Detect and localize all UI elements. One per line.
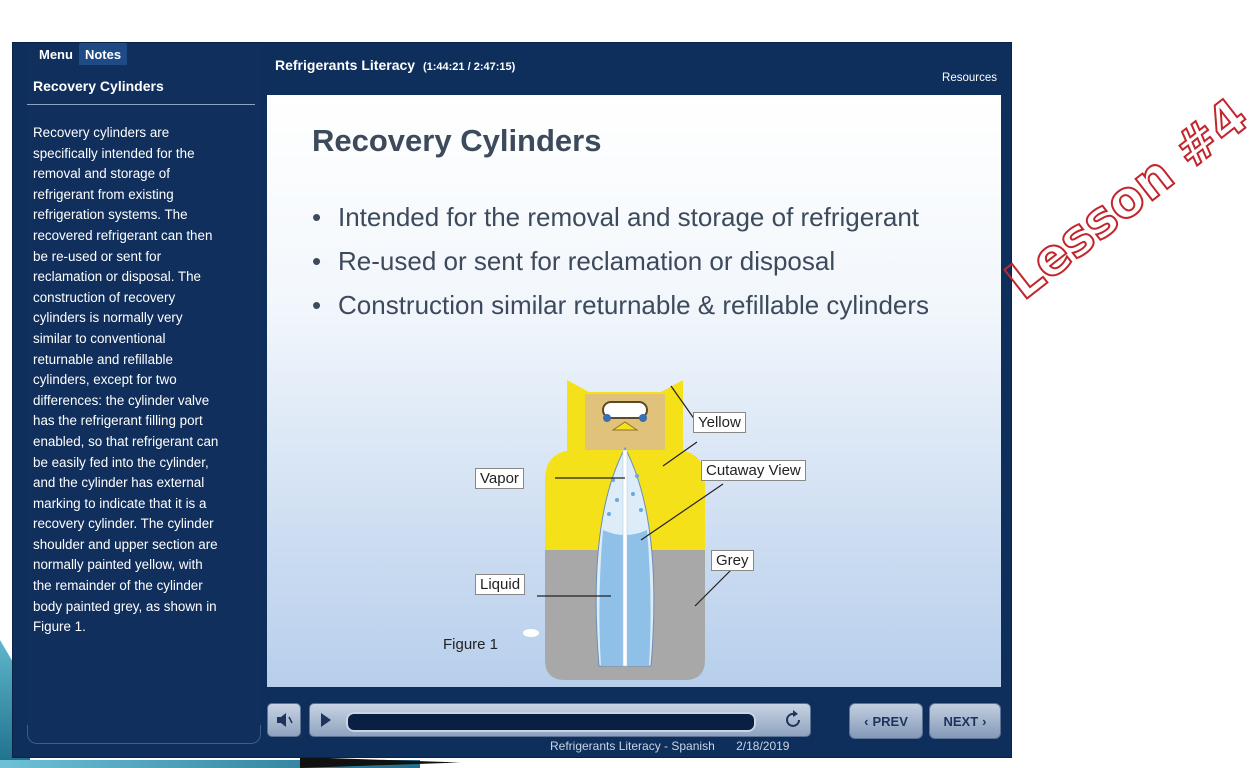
player-window: [12, 42, 1259, 758]
course-title: [275, 57, 515, 73]
footer-course: Refrigerants Literacy - Spanish: [550, 739, 715, 753]
notes-text: Recovery cylinders are specifically intended for the removal and storage of refrigerant from existing refrigeration systems. The recovered refrigerant can then be re-used or sent for reclamation or disposal. The construction of recovery cylinders is normally very similar to conventional returnable and refillable cylinders, except for two differences: the cylinder valve has the refrigerant filling port enabled, so that refrigerant can be easily fed into the cylinder, and the cylinder has external marking to indicate that it is a recovery cylinder. The cylinder shoulder and upper section are normally painted yellow, with the remainder of the cylinder body painted grey, as shown in Figure 1.: [33, 125, 219, 635]
mute-button[interactable]: [267, 703, 301, 737]
replay-icon[interactable]: [780, 704, 808, 736]
tab-notes[interactable]: Notes: [79, 43, 127, 65]
sidebar-tabs: [33, 43, 127, 65]
player-controls: [267, 703, 1001, 741]
label-vapor: Vapor: [475, 468, 524, 489]
lesson-stamp: Lesson #4: [995, 86, 1259, 311]
course-title-text: Refrigerants Literacy: [275, 57, 416, 73]
prev-label: PREV: [872, 713, 908, 729]
prev-button[interactable]: [849, 703, 923, 739]
slide-title: Recovery Cylinders: [312, 123, 602, 158]
bullet-item: • Construction similar returnable & refillable cylinders: [312, 287, 952, 323]
chevron-left-icon: ‹: [864, 713, 869, 729]
resources-link[interactable]: Resources: [942, 72, 997, 84]
label-yellow: Yellow: [693, 412, 746, 433]
divider: [27, 104, 255, 105]
progress-track[interactable]: [346, 712, 756, 732]
notes-title: Recovery Cylinders: [33, 78, 164, 94]
slide-content: [267, 86, 1259, 687]
figure-caption: Figure 1: [443, 636, 499, 653]
sidebar: [27, 43, 261, 745]
bullet-item: • Intended for the removal and storage of refrigerant: [312, 199, 952, 235]
sidebar-bottom-edge: [27, 725, 261, 744]
cylinder-illustration: [427, 380, 867, 680]
next-label: NEXT: [943, 713, 979, 729]
footer-date: 2/18/2019: [736, 739, 790, 753]
playback-bar: [309, 703, 811, 737]
label-liquid: Liquid: [475, 574, 525, 595]
play-icon[interactable]: [310, 704, 340, 736]
speaker-icon: [268, 704, 300, 736]
slide-footer: [550, 739, 789, 753]
label-grey: Grey: [711, 550, 754, 571]
chevron-right-icon: ›: [982, 713, 987, 729]
next-button[interactable]: [929, 703, 1001, 739]
elapsed-time: (1:44:21 / 2:47:15): [422, 61, 516, 73]
bullet-item: • Re-used or sent for reclamation or disposal: [312, 243, 952, 279]
tab-menu[interactable]: Menu: [39, 47, 73, 62]
cylinder-figure: [427, 380, 867, 680]
label-cutaway-view: Cutaway View: [701, 460, 806, 481]
bullet-list: [312, 199, 952, 331]
